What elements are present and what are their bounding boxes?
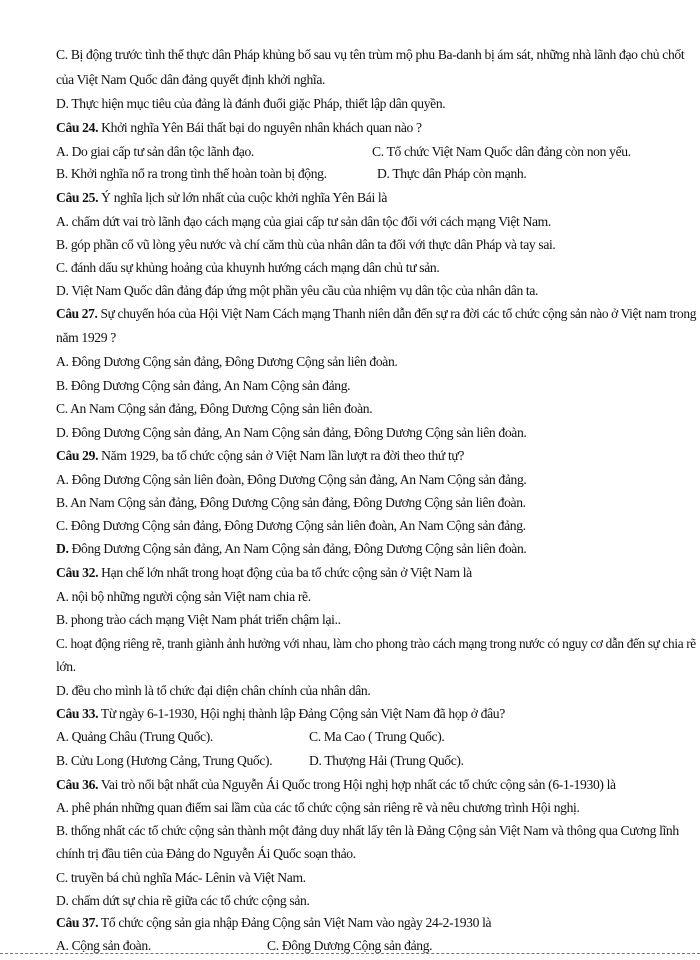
answer-b-q36-line1: B. thống nhất các tổ chức cộng sản thành một đảng duy nhất lấy tên là Đảng Cộng sản Việt Nam và thông qua Cương lĩnh bbox=[56, 823, 679, 838]
question-36 bbox=[56, 777, 616, 793]
answer-text: Đông Dương Cộng sản đảng, An Nam Cộng sản đảng, Đông Dương Cộng sản liên đoàn. bbox=[68, 541, 527, 556]
question-37 bbox=[56, 915, 491, 931]
answer-c-q32-line2: lớn. bbox=[56, 659, 76, 674]
question-27-cont: năm 1929 ? bbox=[56, 330, 116, 345]
question-text: Hạn chế lớn nhất trong hoạt động của ba tổ chức cộng sản ở Việt Nam là bbox=[98, 565, 472, 580]
answer-c-q23-line2: của Việt Nam Quốc dân đảng quyết định khởi nghĩa. bbox=[56, 72, 326, 87]
answer-a-q25: A. chấm dứt vai trò lãnh đạo cách mạng của giai cấp tư sản dân tộc đối với cách mạng Việt Nam. bbox=[56, 214, 551, 229]
answer-d-q29 bbox=[56, 541, 526, 557]
answer-c-q33: C. Ma Cao ( Trung Quốc). bbox=[309, 729, 445, 744]
answer-c-q24: C. Tổ chức Việt Nam Quốc dân đảng còn non yếu. bbox=[372, 144, 631, 159]
question-32 bbox=[56, 565, 472, 581]
answer-d-q25: D. Việt Nam Quốc dân đảng đáp ứng một phần yêu cầu của nhiệm vụ dân tộc của nhân dân ta. bbox=[56, 283, 539, 298]
question-number: Câu 24. bbox=[56, 120, 99, 135]
answer-c-q32-line1: C. hoạt động riêng rẽ, tranh giành ảnh hưởng với nhau, làm cho phong trào cách mạng trong nước có nguy cơ dẫn đến sự chia rẽ bbox=[56, 636, 696, 651]
answer-a-q24: A. Do giai cấp tư sản dân tộc lãnh đạo. bbox=[56, 144, 254, 159]
question-number: Câu 27. bbox=[56, 306, 98, 321]
question-text: Ý nghĩa lịch sử lớn nhất của cuộc khởi nghĩa Yên Bái là bbox=[98, 190, 388, 205]
answer-a-q37: A. Cộng sản đoàn. bbox=[56, 938, 151, 953]
answer-b-q32: B. phong trào cách mạng Việt Nam phát triển chậm lại.. bbox=[56, 612, 341, 627]
question-text: Sự chuyển hóa của Hội Việt Nam Cách mạng Thanh niên dẫn đến sự ra đời các tổ chức cộng sản nào ở Việt nam trong bbox=[97, 306, 697, 321]
answer-d-q24: D. Thực dân Pháp còn mạnh. bbox=[377, 166, 527, 181]
answer-letter: D. bbox=[56, 541, 69, 556]
answer-c-q25: C. đánh dấu sự khủng hoảng của khuynh hướng cách mạng dân chủ tư sản. bbox=[56, 260, 440, 275]
question-number: Câu 32. bbox=[56, 565, 99, 580]
page-break-divider bbox=[0, 953, 700, 954]
answer-a-q27: A. Đông Dương Cộng sản đảng, Đông Dương Cộng sản liên đoàn. bbox=[56, 354, 398, 369]
answer-d-q32: D. đều cho mình là tổ chức đại diện chân chính của nhân dân. bbox=[56, 683, 371, 698]
answer-d-q23: D. Thực hiện mục tiêu của đảng là đánh đuổi giặc Pháp, thiết lập dân quyền. bbox=[56, 96, 446, 111]
question-29 bbox=[56, 448, 464, 464]
question-number: Câu 36. bbox=[56, 777, 99, 792]
question-number: Câu 29. bbox=[56, 448, 99, 463]
answer-a-q32: A. nội bộ những người cộng sản Việt nam chia rẽ. bbox=[56, 589, 311, 604]
question-number: Câu 25. bbox=[56, 190, 99, 205]
answer-a-q36: A. phê phán những quan điểm sai lầm của các tổ chức cộng sản riêng rẽ và nêu chương trình Hội nghị. bbox=[56, 800, 580, 815]
answer-a-q29: A. Đông Dương Cộng sản liên đoàn, Đông Dương Cộng sản đảng, An Nam Cộng sản đảng. bbox=[56, 472, 527, 487]
answer-c-q27: C. An Nam Cộng sản đảng, Đông Dương Cộng sản liên đoàn. bbox=[56, 401, 373, 416]
answer-b-q25: B. góp phần cổ vũ lòng yêu nước và chí căm thù của nhân dân ta đối với thực dân Pháp và tay sai. bbox=[56, 237, 556, 252]
answer-b-q27: B. Đông Dương Cộng sản đảng, An Nam Cộng sản đảng. bbox=[56, 378, 351, 393]
question-number: Câu 37. bbox=[56, 915, 99, 930]
answer-d-q36: D. chấm dứt sự chia rẽ giữa các tổ chức cộng sản. bbox=[56, 893, 310, 908]
question-24 bbox=[56, 120, 422, 136]
question-text: Tổ chức cộng sản gia nhập Đảng Cộng sản Việt Nam vào ngày 24-2-1930 là bbox=[98, 915, 492, 930]
question-text: Từ ngày 6-1-1930, Hội nghị thành lập Đảng Cộng sản Việt Nam đã họp ở đâu? bbox=[98, 706, 505, 721]
answer-d-q27: D. Đông Dương Cộng sản đảng, An Nam Cộng sản đảng, Đông Dương Cộng sản liên đoàn. bbox=[56, 425, 527, 440]
answer-c-q23-line1: C. Bị động trước tình thế thực dân Pháp khủng bố sau vụ tên trùm mộ phu Ba-danh bị ám sát, những nhà lãnh đạo chủ chốt bbox=[56, 47, 685, 62]
answer-b-q36-line2: chính trị đầu tiên của Đảng do Nguyễn Ái Quốc soạn thảo. bbox=[56, 846, 356, 861]
answer-b-q29: B. An Nam Cộng sản đảng, Đông Dương Cộng sản đảng, Đông Dương Cộng sản liên đoàn. bbox=[56, 495, 526, 510]
question-25 bbox=[56, 190, 387, 206]
answer-c-q36: C. truyền bá chủ nghĩa Mác- Lênin và Việt Nam. bbox=[56, 870, 306, 885]
answer-b-q24: B. Khởi nghĩa nổ ra trong tình thế hoàn toàn bị động. bbox=[56, 166, 327, 181]
answer-a-q33: A. Quảng Châu (Trung Quốc). bbox=[56, 729, 213, 744]
answer-b-q33: B. Cửu Long (Hương Cảng, Trung Quốc). bbox=[56, 753, 273, 768]
question-33 bbox=[56, 706, 505, 722]
question-27 bbox=[56, 306, 696, 322]
question-text: Năm 1929, ba tổ chức cộng sản ở Việt Nam lần lượt ra đời theo thứ tự? bbox=[98, 448, 465, 463]
question-number: Câu 33. bbox=[56, 706, 99, 721]
question-text: Vai trò nổi bật nhất của Nguyễn Ái Quốc trong Hội nghị hợp nhất các tổ chức cộng sản (6-1-1930) là bbox=[98, 777, 616, 792]
answer-d-q33: D. Thượng Hải (Trung Quốc). bbox=[309, 753, 464, 768]
answer-c-q29: C. Đông Dương Cộng sản đảng, Đông Dương Cộng sản liên đoàn, An Nam Cộng sản đảng. bbox=[56, 518, 526, 533]
answer-c-q37: C. Đông Dương Cộng sản đảng. bbox=[267, 938, 433, 953]
question-text: Khởi nghĩa Yên Bái thất bại do nguyên nhân khách quan nào ? bbox=[98, 120, 422, 135]
